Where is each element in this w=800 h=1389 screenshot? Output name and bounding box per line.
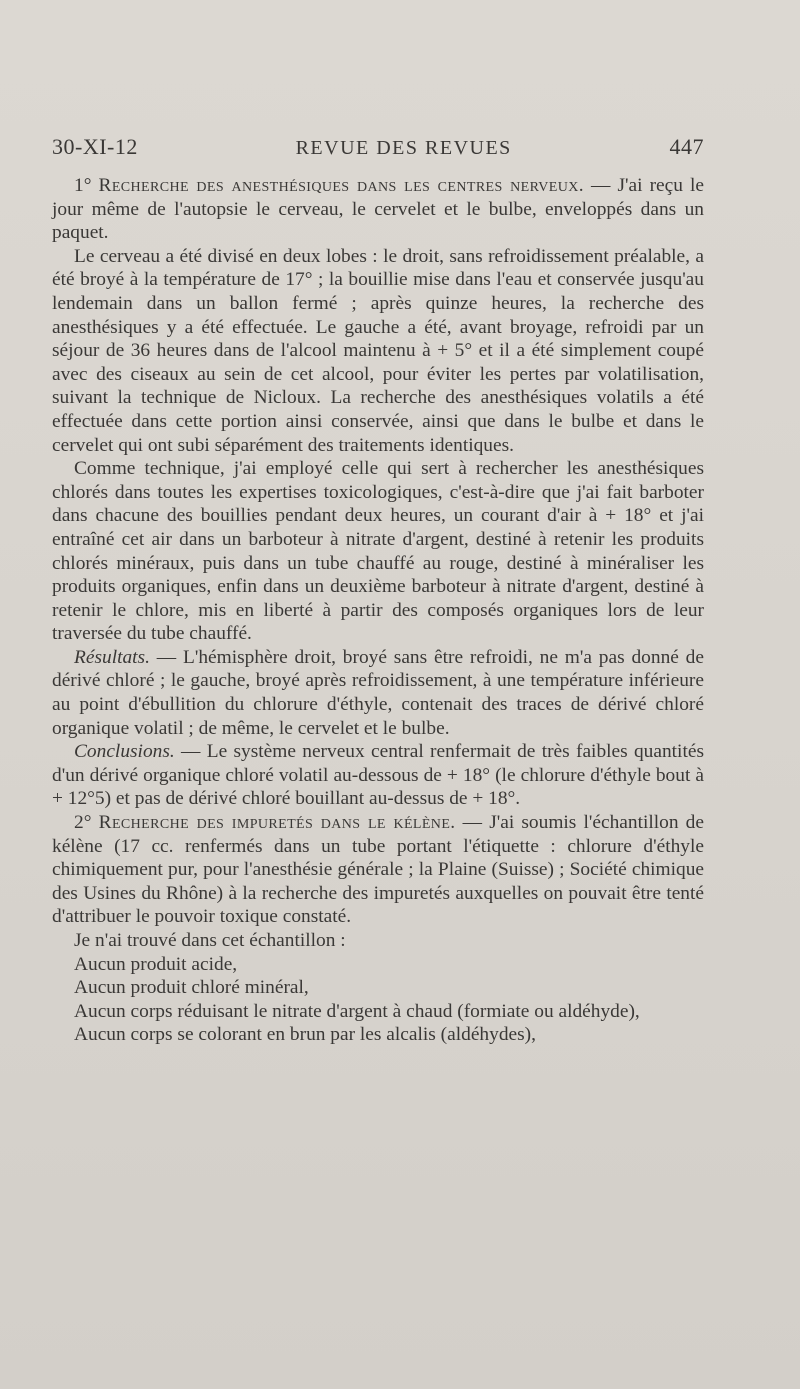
section-2-heading: Recherche des impuretés dans le kélène. bbox=[98, 812, 456, 834]
section-1-number: 1° bbox=[74, 175, 92, 196]
section-1-paragraph bbox=[52, 174, 704, 245]
finding-item: Aucun corps se colorant en brun par les alcalis (aldéhydes), bbox=[74, 1024, 536, 1046]
article-body bbox=[52, 174, 704, 1047]
header-title: REVUE DES REVUES bbox=[295, 137, 512, 159]
section-2-paragraph bbox=[52, 811, 704, 929]
finding-item: Aucun produit chloré minéral, bbox=[74, 977, 309, 999]
results-text: — L'hémisphère droit, broyé sans être refroidi, ne m'a pas donné de dérivé chloré ; le gauche, broyé après refroidissement, à une température inférieure au point d'ébullition du chlorure d'éthyle, contenait des traces de dérivé chloré organique volatil ; de même, le cervelet et le bulbe. bbox=[52, 646, 704, 739]
header-date: 30-XI-12 bbox=[52, 134, 138, 159]
section-2-number: 2° bbox=[74, 812, 92, 834]
finding-item: Aucun corps réduisant le nitrate d'argent à chaud (formiate ou aldéhyde), bbox=[74, 1000, 640, 1022]
page-number: 447 bbox=[669, 134, 704, 159]
paragraph-lobes: Le cerveau a été divisé en deux lobes : le droit, sans refroidissement préalable, a été broyé à la température de 17° ; la bouillie mise dans l'eau et conservée jusqu'au lendemain dans un ballon fermé ; après quinze heures, la recherche des anesthésiques y a été effectuée. Le gauche a été, avant broyage, refroidi par un séjour de 36 heures dans de l'alcool maintenu à + 5° et il a été simplement coupé avec des ciseaux au sein de cet alcool, pour éviter les pertes par volatilisation, suivant la technique de Nicloux. La recherche des anesthésiques volatils a été effectuée dans cette portion ainsi conservée, ainsi que dans le bulbe et dans le cervelet qui ont subi séparément des traitements identiques. bbox=[52, 245, 704, 456]
section-1-heading: Recherche des anesthésiques dans les centres nerveux. bbox=[98, 175, 584, 196]
paragraph-conclusions bbox=[52, 740, 704, 811]
section-1-intro: — J'ai reçu le jour même de l'autopsie le cerveau, le cervelet et le bulbe, enveloppés dans un paquet. bbox=[52, 175, 704, 244]
paragraph-results bbox=[52, 646, 704, 740]
paragraph-technique: Comme technique, j'ai employé celle qui sert à rechercher les anesthésiques chlorés dans toutes les expertises toxicologiques, c'est-à-dire que j'ai fait barboter dans chacune des bouillies pendant deux heures, un courant d'air à + 18° et j'ai entraîné cet air dans un barboteur à nitrate d'argent, destiné à retenir les produits chlorés minéraux, puis dans un tube chauffé au rouge, destiné à minéraliser les produits organiques, enfin dans un deuxième barboteur à nitrate d'argent, destiné à retenir le chlore, mis en liberté à partir des composés organiques lors de leur traversée du tube chauffé. bbox=[52, 458, 704, 645]
conclusions-text: — Le système nerveux central renfermait de très faibles quantités d'un dérivé organique chloré volatil au-dessous de + 18° (le chlorure d'éthyle bout à + 12°5) et pas de dérivé chloré bouillant au-dessus de + 18°. bbox=[52, 741, 704, 810]
conclusions-label: Conclusions. bbox=[74, 741, 175, 763]
finding-item: Aucun produit acide, bbox=[74, 953, 238, 975]
section-2-text: — J'ai soumis l'échantillon de kélène (17 cc. renfermés dans un tube portant l'étiquette : chlorure d'éthyle chimiquement pur, pour l'anesthésie générale ; la Plaine (Suisse) ; Société chimique des Usines du Rhône) à la recherche des impuretés auxquelles on pouvait être tenté d'attribuer le pouvoir toxique constaté. bbox=[52, 812, 704, 928]
findings-intro: Je n'ai trouvé dans cet échantillon : bbox=[74, 930, 346, 951]
running-header bbox=[52, 134, 704, 168]
results-label: Résultats. bbox=[74, 646, 150, 668]
